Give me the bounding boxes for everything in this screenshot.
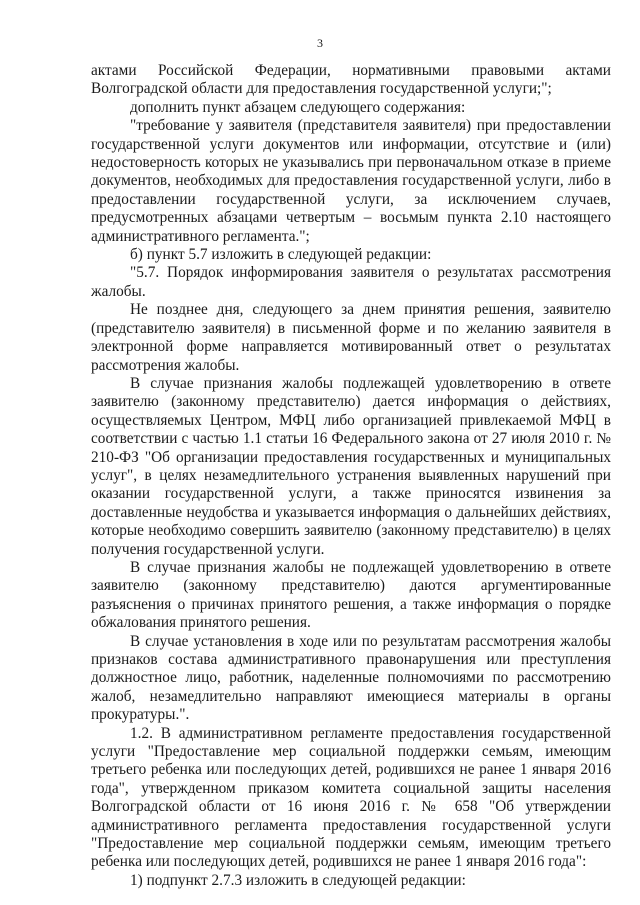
paragraph: актами Российской Федерации, нормативными правовыми актами Волгоградской области для предоставления государственной услуги;"; [91,62,611,98]
paragraph: дополнить пункт абзацем следующего содержания: [130,98,466,116]
paragraph: В случае признания жалобы не подлежащей удовлетворению в ответе заявителю (законному представителю) даются аргументированные разъяснения о причинах принятого решения, а также информация о порядке обжалования принятого решения. [91,558,611,632]
paragraph: 1.2. В административном регламенте предоставления государственной услуги "Предоставление мер социальной поддержки семьям, имеющим третьего ребенка или последующих детей, родившихся не ранее 1 января 2016 года", утвержденном приказом комитета социальной защиты населения Волгоградской области от 16 июня 2016 г. № 658 "Об утверждении административного регламента предоставления государственной услуги "Предоставление мер социальной поддержки семьям, имеющим третьего ребенка или последующих детей, родившихся не ранее 1 января 2016 года": [91,724,611,871]
paragraph: "требование у заявителя (представителя заявителя) при предоставлении государственной услуги документов или информации, отсутствие и (или) недостоверность которых не указывались при первоначальном отказе в приеме документов, необходимых для предоставления государственной услуги, либо в предоставлении государственной услуги, за исключением случаев, предусмотренных абзацами четвертым – восьмым пункта 2.10 настоящего административного регламента."; [91,117,611,245]
paragraph: Не позднее дня, следующего за днем принятия решения, заявителю (представителю заявителя) в письменной форме и по желанию заявителя в электронной форме направляется мотивированный ответ о результатах рассмотрения жалобы. [91,301,611,374]
paragraph: В случае установления в ходе или по результатам рассмотрения жалобы признаков состава административного правонарушения или преступления должностное лицо, работник, наделенные полномочиями по рассмотрению жалоб, незамедлительно направляют имеющиеся материалы в органы прокуратуры.". [91,632,611,724]
paragraph: В случае признания жалобы подлежащей удовлетворению в ответе заявителю (законному представителю) дается информация о действиях, осуществляемых Центром, МФЦ либо организацией привлекаемой МФЦ в соответствии с частью 1.1 статьи 16 Федерального закона от 27 июля 2010 г. № 210-ФЗ "Об организации предоставления государственных и муниципальных услуг", в целях незамедлительного устранения выявленных нарушений при оказании государственной услуги, а также приносятся извинения за доставленные неудобства и указывается информация о дальнейших действиях, которые необходимо совершить заявителю (законному представителю) в целях получения государственной услуги. [91,374,611,558]
paragraph: б) пункт 5.7 изложить в следующей редакции: [130,246,432,264]
document-body [91,62,611,890]
paragraph: 1) подпункт 2.7.3 изложить в следующей редакции: [130,871,466,889]
paragraph: "5.7. Порядок информирования заявителя о результатах рассмотрения жалобы. [91,264,611,300]
page-number: 3 [317,36,323,50]
